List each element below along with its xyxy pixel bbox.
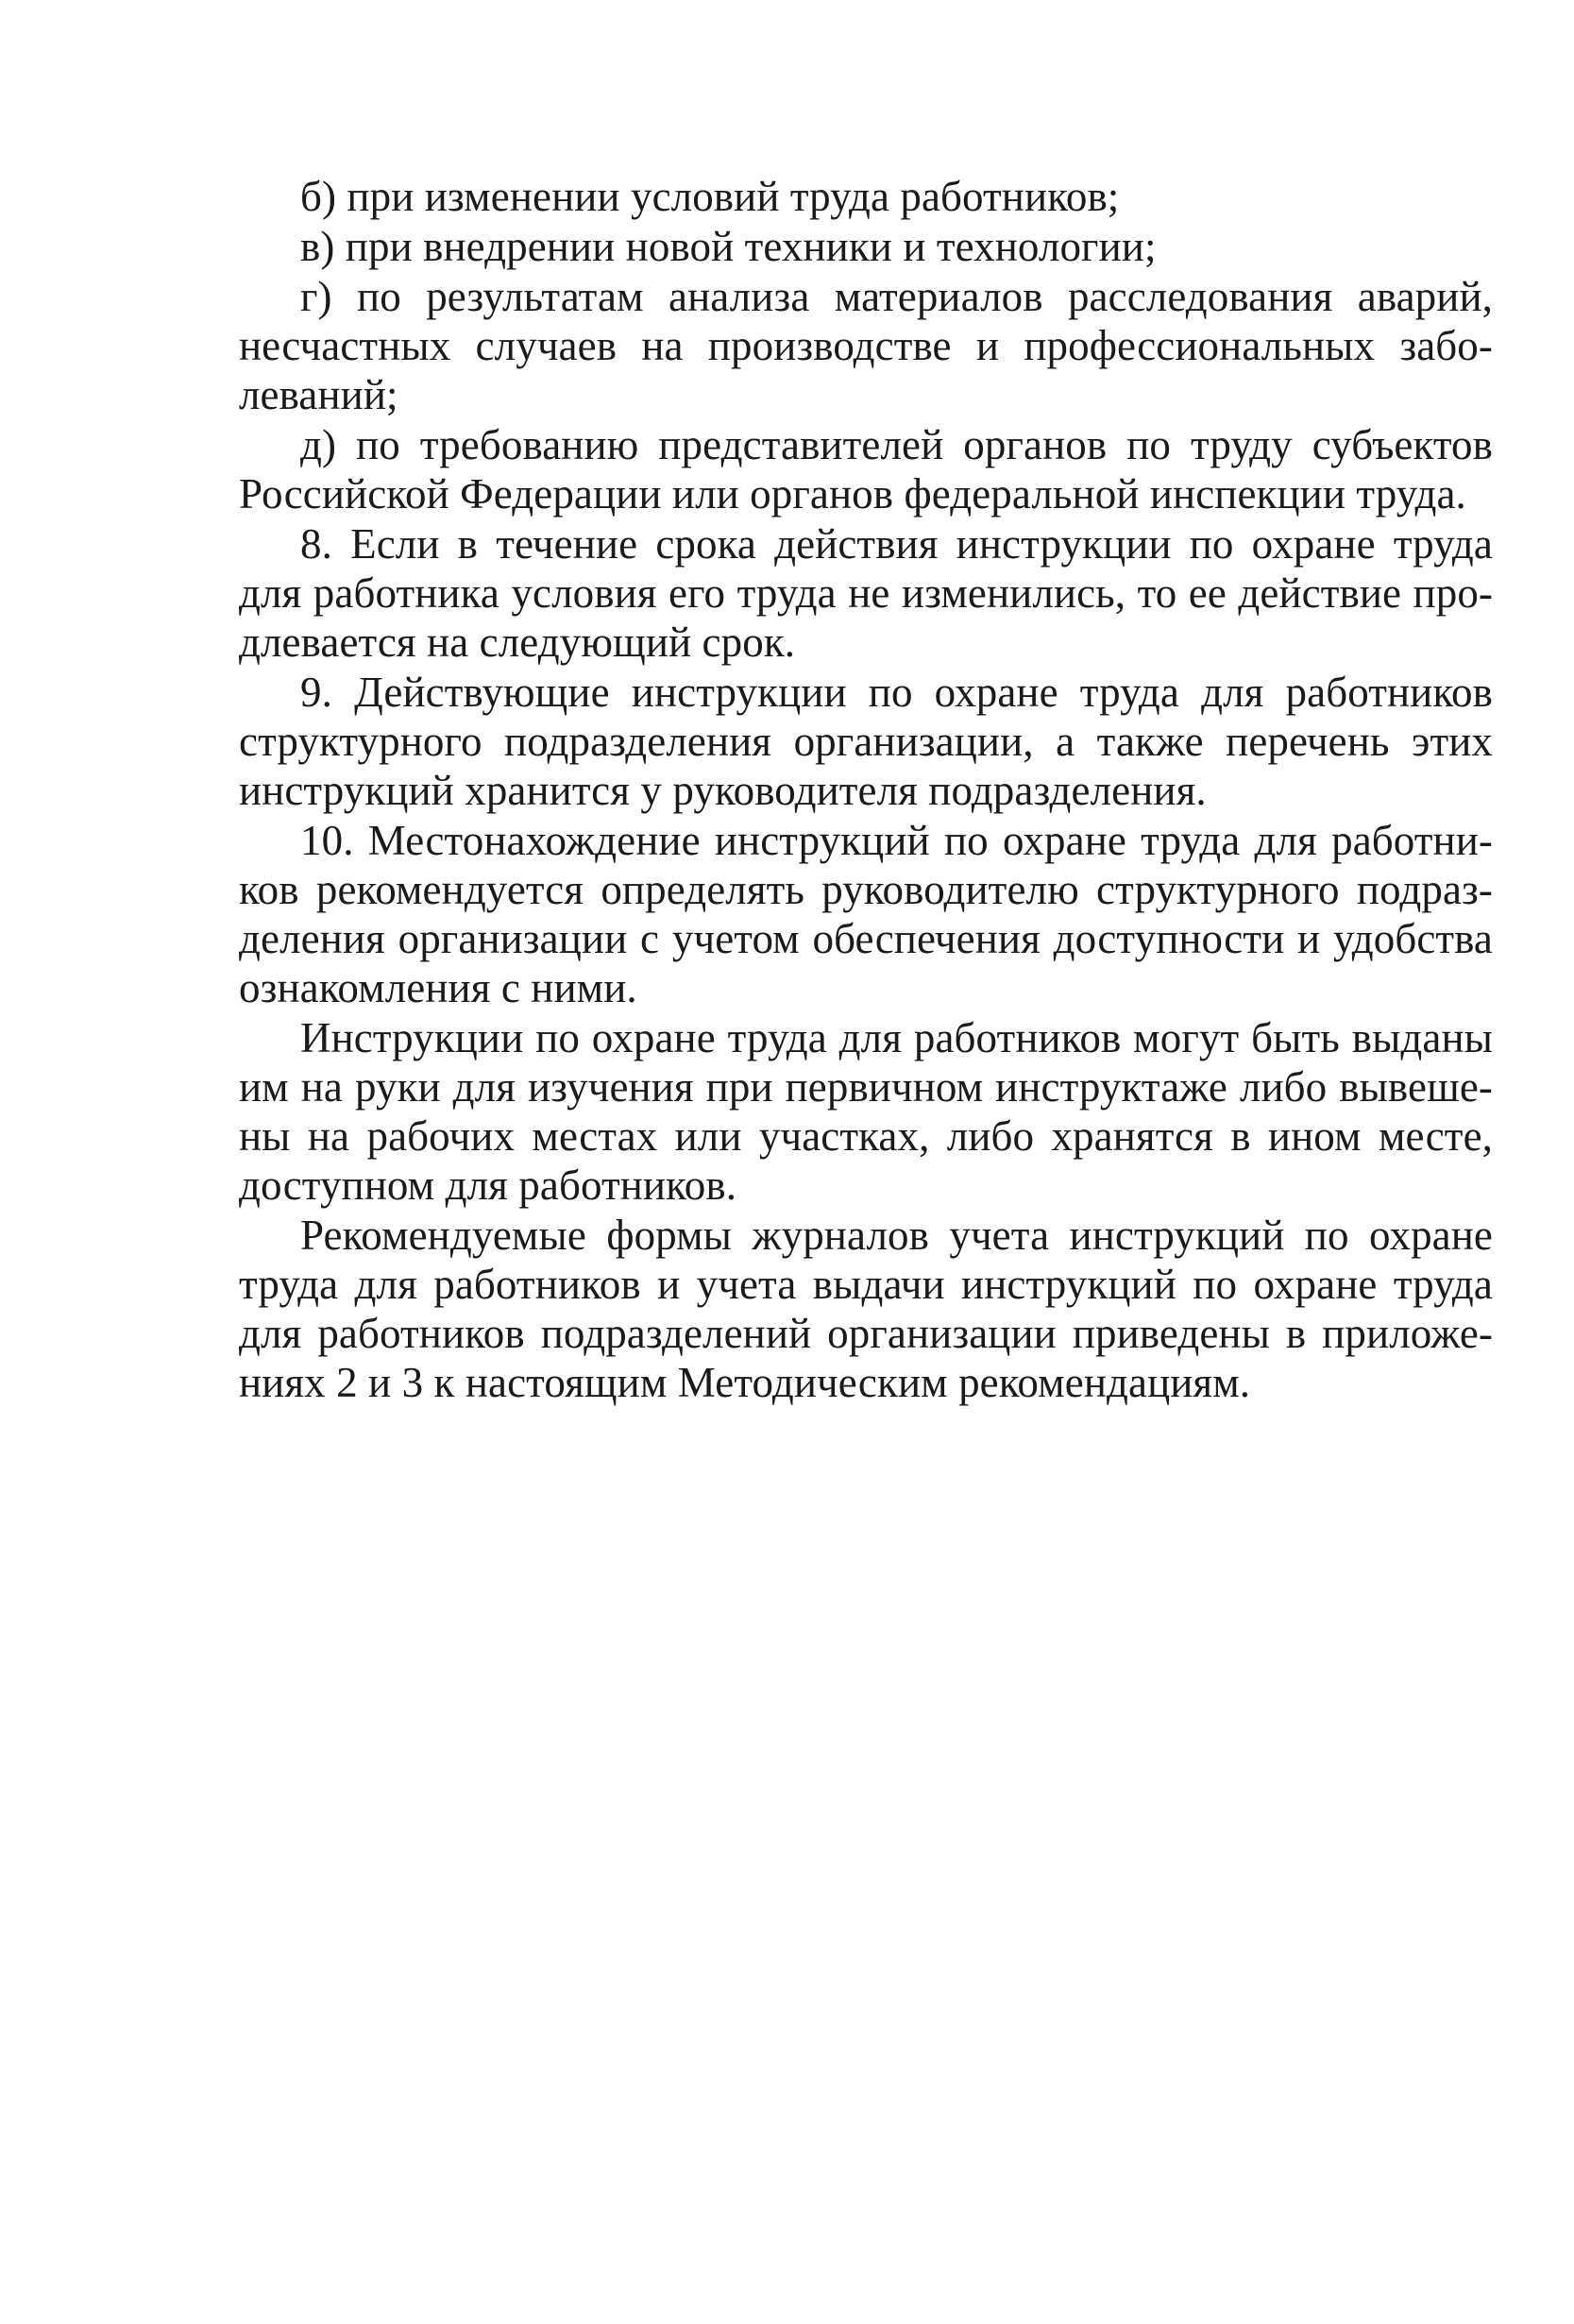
text-line: 10. Местонахождение инструкций по охране труда для работни- bbox=[300, 817, 1493, 864]
paragraph-10 bbox=[239, 816, 1493, 1012]
paragraph-10-forms bbox=[239, 1211, 1493, 1407]
text-line: 8. Если в течение срока действия инструкции по охране труда bbox=[300, 520, 1493, 568]
text-line: для работника условия его труда не изменились, то ее действие про- bbox=[239, 569, 1493, 617]
text-line: деления организации с учетом обеспечения доступности и удобства bbox=[239, 915, 1493, 962]
paragraph-item-g bbox=[239, 272, 1493, 419]
text-line: ниях 2 и 3 к настоящим Методическим рекомендациям. bbox=[239, 1359, 1251, 1406]
text-line: Инструкции по охране труда для работников могут быть выданы bbox=[300, 1014, 1493, 1061]
text-line: инструкций хранится у руководителя подразделения. bbox=[239, 767, 1207, 814]
text-line: 9. Действующие инструкции по охране труда для работников bbox=[300, 669, 1493, 716]
text-line: б) при изменении условий труда работников; bbox=[300, 173, 1120, 220]
text-line: ознакомления с ними. bbox=[239, 964, 637, 1011]
text-line: Российской Федерации или органов федеральной инспекции труда. bbox=[239, 470, 1466, 517]
text-line: д) по требованию представителей органов по труду субъектов bbox=[300, 421, 1493, 468]
text-line: для работников подразделений организации приведены в приложе- bbox=[239, 1310, 1493, 1357]
paragraph-item-d bbox=[239, 420, 1493, 518]
text-line: леваний; bbox=[239, 371, 398, 418]
body-text bbox=[239, 172, 1493, 1408]
paragraph-item-v bbox=[239, 222, 1493, 271]
text-line: г) по результатам анализа материалов расследования аварий, bbox=[300, 273, 1493, 320]
text-line: длевается на следующий срок. bbox=[239, 619, 796, 666]
text-line: несчастных случаев на производстве и профессиональных забо- bbox=[239, 322, 1493, 369]
text-line: Рекомендуемые формы журналов учета инструкций по охране bbox=[300, 1212, 1493, 1259]
text-line: доступном для работников. bbox=[239, 1162, 737, 1209]
paragraph-8 bbox=[239, 519, 1493, 667]
text-line: в) при внедрении новой техники и технологии; bbox=[300, 223, 1157, 270]
text-line: им на руки для изучения при первичном инструктаже либо вывеше- bbox=[239, 1063, 1493, 1111]
paragraph-9 bbox=[239, 668, 1493, 815]
text-line: структурного подразделения организации, а также перечень этих bbox=[239, 718, 1493, 765]
text-line: ков рекомендуется определять руководителю структурного подраз- bbox=[239, 866, 1493, 913]
paragraph-item-b bbox=[239, 172, 1493, 221]
text-line: ны на рабочих местах или участках, либо хранятся в ином месте, bbox=[239, 1112, 1493, 1160]
paragraph-10-instructions bbox=[239, 1013, 1493, 1210]
text-line: труда для работников и учета выдачи инструкций по охране труда bbox=[239, 1261, 1493, 1308]
